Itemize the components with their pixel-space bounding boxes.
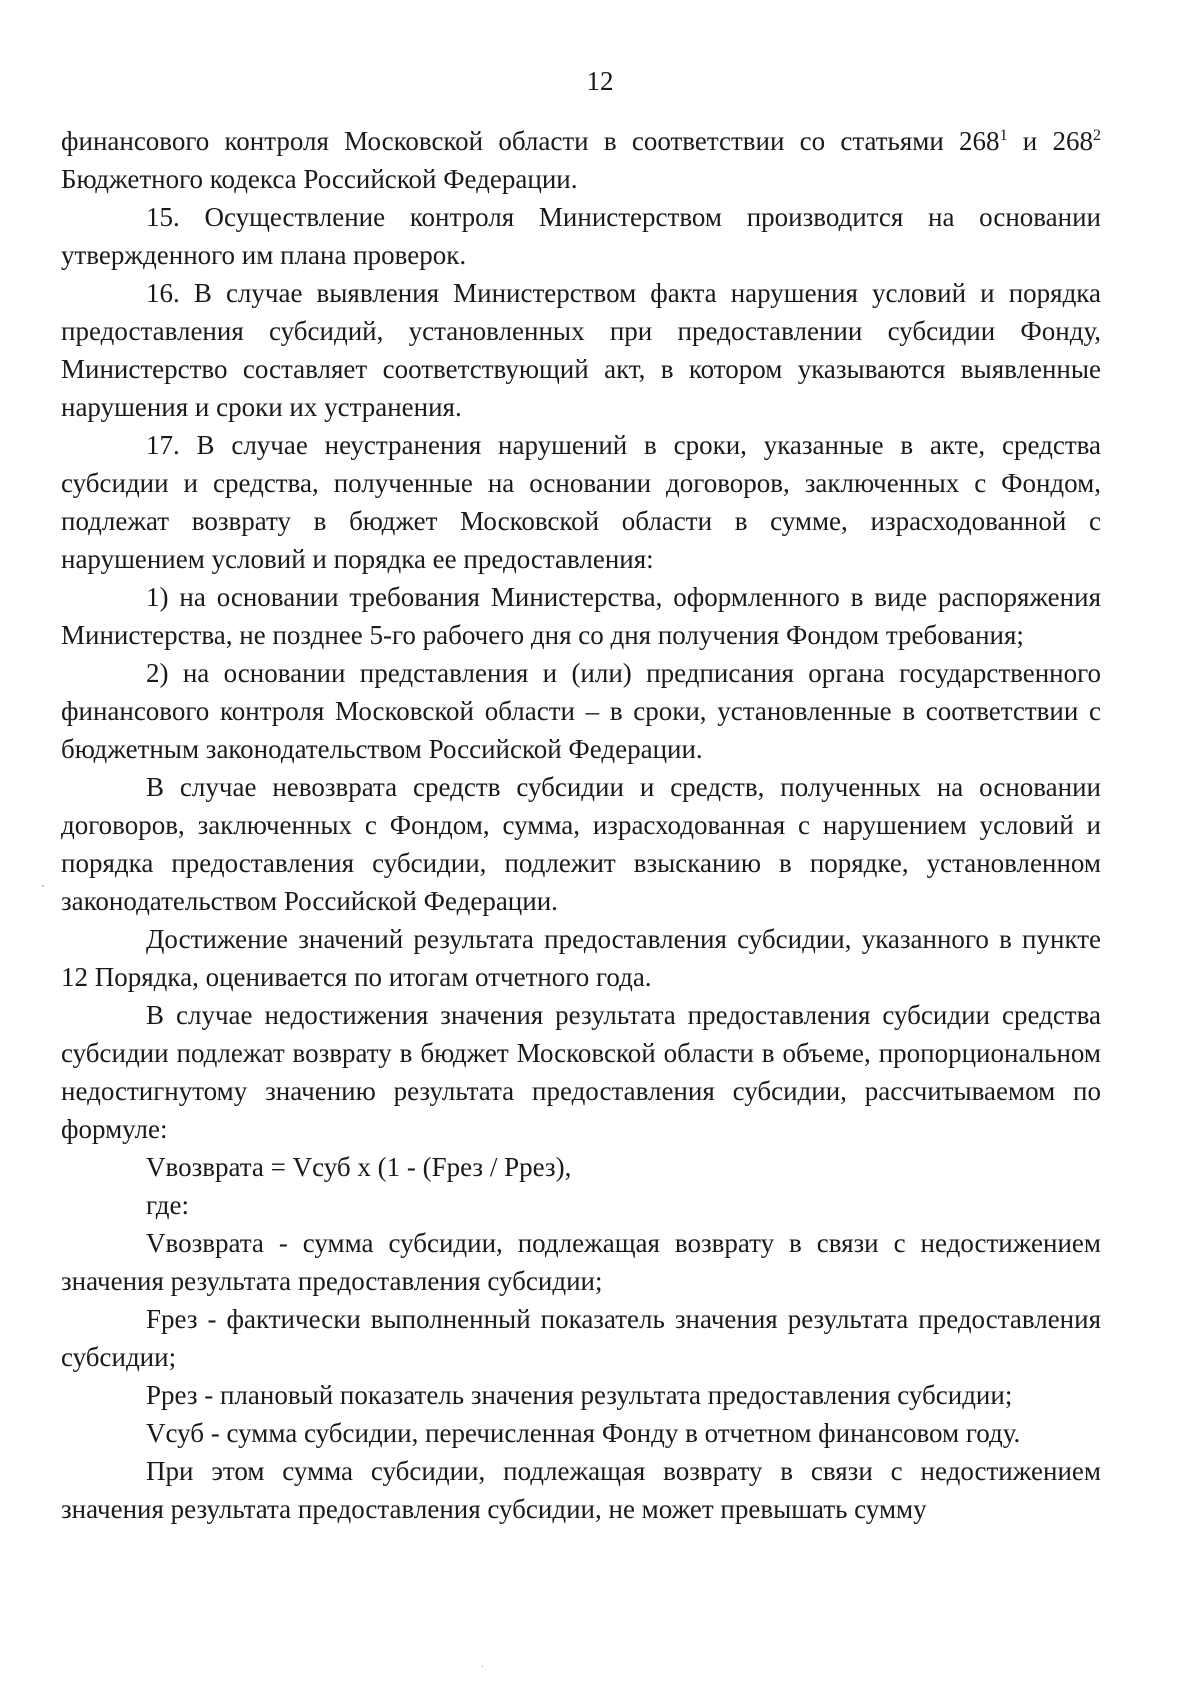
definition-p-result: Pрез - плановый показатель значения результата предоставления субсидии; — [146, 1380, 1013, 1410]
page-number: 12 — [586, 66, 614, 96]
superscript-article-1: 1 — [999, 127, 1008, 144]
scan-artifact-dot — [482, 1665, 483, 1667]
continuation-text-end: Бюджетного кодекса Российской Федерации. — [61, 164, 578, 194]
return-formula: Vвозврата = Vсуб x (1 - (Fрез / Pрез), — [146, 1152, 572, 1182]
paragraph-nonreturn: В случае невозврата средств субсидии и средств, полученных на основании договоров, заключенных с Фондом, сумма, израсходованная с нарушением условий и порядка предоставления субсидии, подлежит взысканию в порядке, установленном законодательством Российской Федерации. — [61, 772, 1101, 916]
formula-where-label: где: — [146, 1190, 189, 1220]
paragraph-continuation — [61, 122, 1101, 198]
definition-f-result: Fрез - фактически выполненный показатель значения результата предоставления субсидии; — [61, 1304, 1101, 1372]
paragraph-nonachievement: В случае недостижения значения результата предоставления субсидии средства субсидии подлежат возврату в бюджет Московской области в объеме, пропорциональном недостигнутому значению результата предоставления субсидии, рассчитываемом по формуле: — [61, 1000, 1101, 1144]
continuation-text-start: финансового контроля Московской области в соответствии со статьями 268 — [61, 126, 1000, 156]
paragraph-final: При этом сумма субсидии, подлежащая возврату в связи с недостижением значения результата предоставления субсидии, не может превышать сумму — [61, 1456, 1101, 1524]
scan-artifact-dot — [42, 885, 44, 887]
clause-17-subitem-1: 1) на основании требования Министерства, оформленного в виде распоряжения Министерства, не позднее 5-го рабочего дня со дня получения Фондом требования; — [61, 582, 1101, 650]
continuation-text-middle: и 268 — [1007, 126, 1093, 156]
definition-v-subsidy: Vсуб - сумма субсидии, перечисленная Фонду в отчетном финансовом году. — [146, 1418, 1021, 1448]
clause-16: 16. В случае выявления Министерством факта нарушения условий и порядка предоставления субсидий, установленных при предоставлении субсидии Фонду, Министерство составляет соответствующий акт, в котором указываются выявленные нарушения и сроки их устранения. — [61, 278, 1101, 422]
clause-17-subitem-2: 2) на основании представления и (или) предписания органа государственного финансового контроля Московской области – в сроки, установленные в соответствии с бюджетным законодательством Российской Федерации. — [61, 658, 1101, 764]
superscript-article-2: 2 — [1093, 127, 1101, 144]
clause-17: 17. В случае неустранения нарушений в сроки, указанные в акте, средства субсидии и средства, полученные на основании договоров, заключенных с Фондом, подлежат возврату в бюджет Московской области в сумме, израсходованной с нарушением условий и порядка ее предоставления: — [61, 430, 1101, 574]
document-body — [61, 122, 1101, 1528]
paragraph-achievement: Достижение значений результата предоставления субсидии, указанного в пункте 12 Порядка, оценивается по итогам отчетного года. — [61, 924, 1101, 992]
definition-v-return: Vвозврата - сумма субсидии, подлежащая возврату в связи с недостижением значения результата предоставления субсидии; — [61, 1228, 1101, 1296]
clause-15: 15. Осуществление контроля Министерством производится на основании утвержденного им плана проверок. — [61, 202, 1101, 270]
